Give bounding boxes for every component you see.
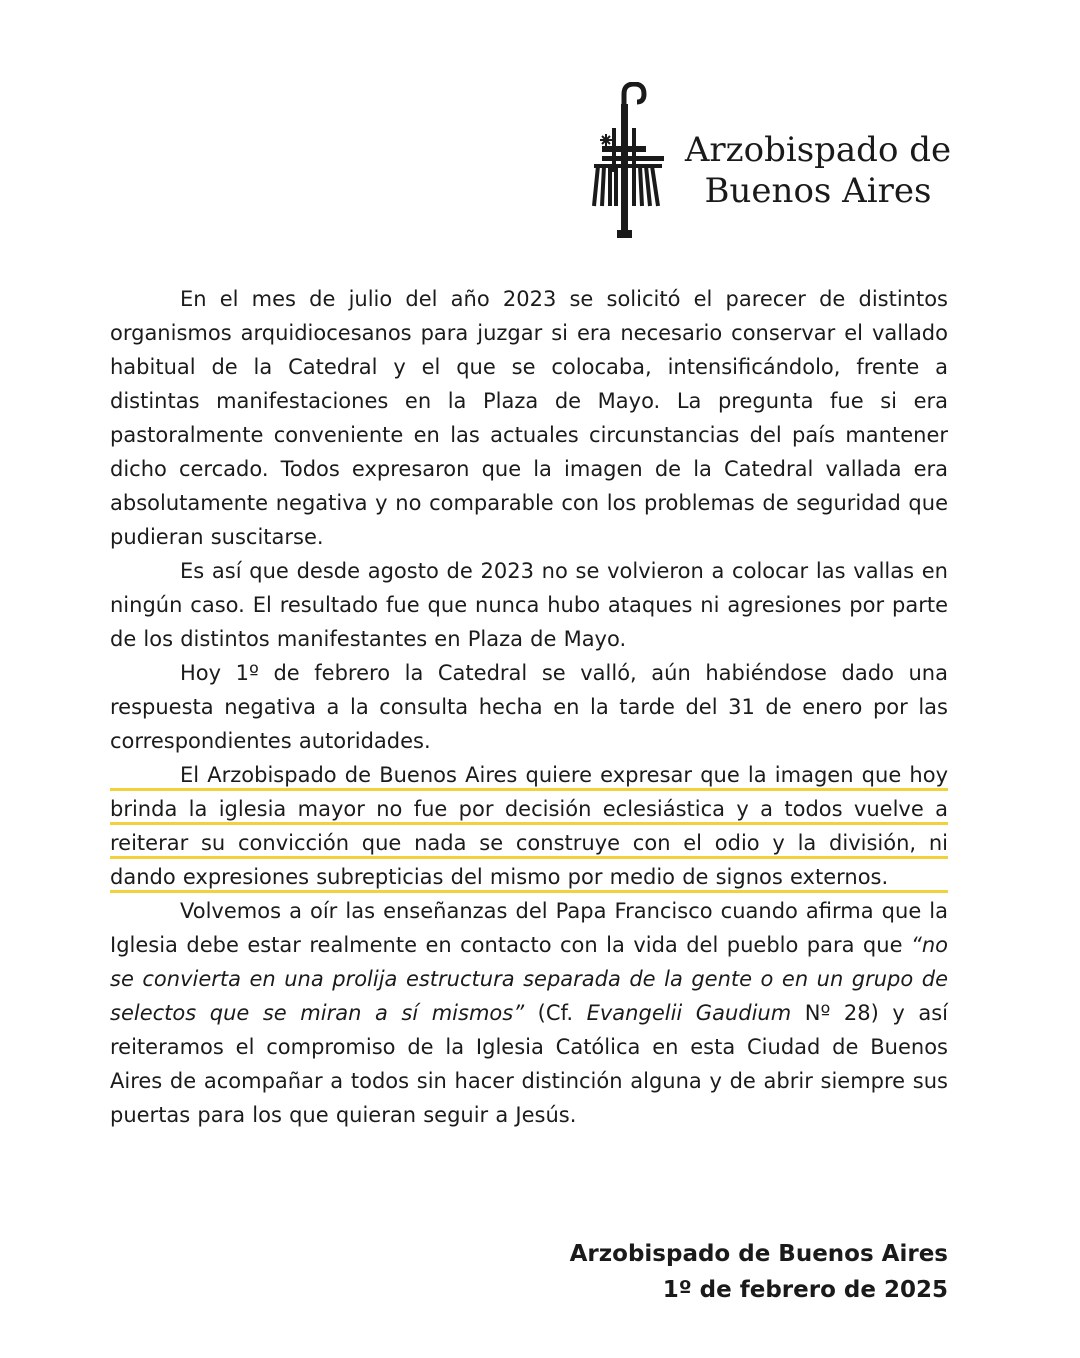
paragraph-3: Hoy 1º de febrero la Catedral se valló, aún habiéndose dado una respuesta negativa a la consulta hecha en la tarde del 31 de enero por las correspondientes autoridades. <box>110 661 948 753</box>
paragraph-5 <box>110 894 948 1132</box>
letter-body <box>110 282 948 1132</box>
crozier-cross-icon <box>590 82 670 242</box>
paragraph-5-part2: (Cf. <box>524 1001 587 1025</box>
paragraph-5-part3: Nº 28) y así reiteramos el compromiso de la Iglesia Católica en esta Ciudad de Buenos Aires de acompañar a todos sin hacer distinción alguna y de abrir siempre sus puertas para los que quieran seguir a Jesús. <box>110 1001 949 1127</box>
organization-name-line1: Arzobispado de <box>684 130 952 170</box>
paragraph-1: En el mes de julio del año 2023 se solicitó el parecer de distintos organismos arquidiocesanos para juzgar si era necesario conservar el vallado habitual de la Catedral y el que se colocaba, intensificándolo, frente a distintas manifestaciones en la Plaza de Mayo. La pregunta fue si era pastoralmente conveniente en las actuales circunstancias del país mantener dicho cercado. Todos expresaron que la imagen de la Catedral vallada era absolutamente negativa y no comparable con los problemas de seguridad que pudieran suscitarse. <box>110 287 948 549</box>
organization-name-line2: Buenos Aires <box>704 171 932 211</box>
organization-name <box>684 130 952 212</box>
signature-organization: Arzobispado de Buenos Aires <box>569 1241 948 1267</box>
paragraph-2: Es así que desde agosto de 2023 no se volvieron a colocar las vallas en ningún caso. El resultado fue que nunca hubo ataques ni agresiones por parte de los distintos manifestantes en Plaza de Mayo. <box>110 559 948 651</box>
signature-date: 1º de febrero de 2025 <box>662 1277 948 1303</box>
francis-quote: “no se convierta en una prolija estructura separada de la gente o en un grupo de selectos que se miran a sí mismos” <box>110 933 948 1025</box>
paragraph-4-highlighted: El Arzobispado de Buenos Aires quiere expresar que la imagen que hoy brinda la iglesia mayor no fue por decisión eclesiástica y a todos vuelve a reiterar su convicción que nada se construye con el odio y la división, ni dando expresiones subrepticias del mismo por medio de signos externos. <box>110 758 948 894</box>
letterhead <box>590 82 1010 242</box>
signature-block <box>570 1236 948 1308</box>
evangelii-gaudium-reference: Evangelii Gaudium <box>586 1001 792 1025</box>
paragraph-5-part1: Volvemos a oír las enseñanzas del Papa Francisco cuando afirma que la Iglesia debe estar realmente en contacto con la vida del pueblo para que <box>110 899 948 957</box>
